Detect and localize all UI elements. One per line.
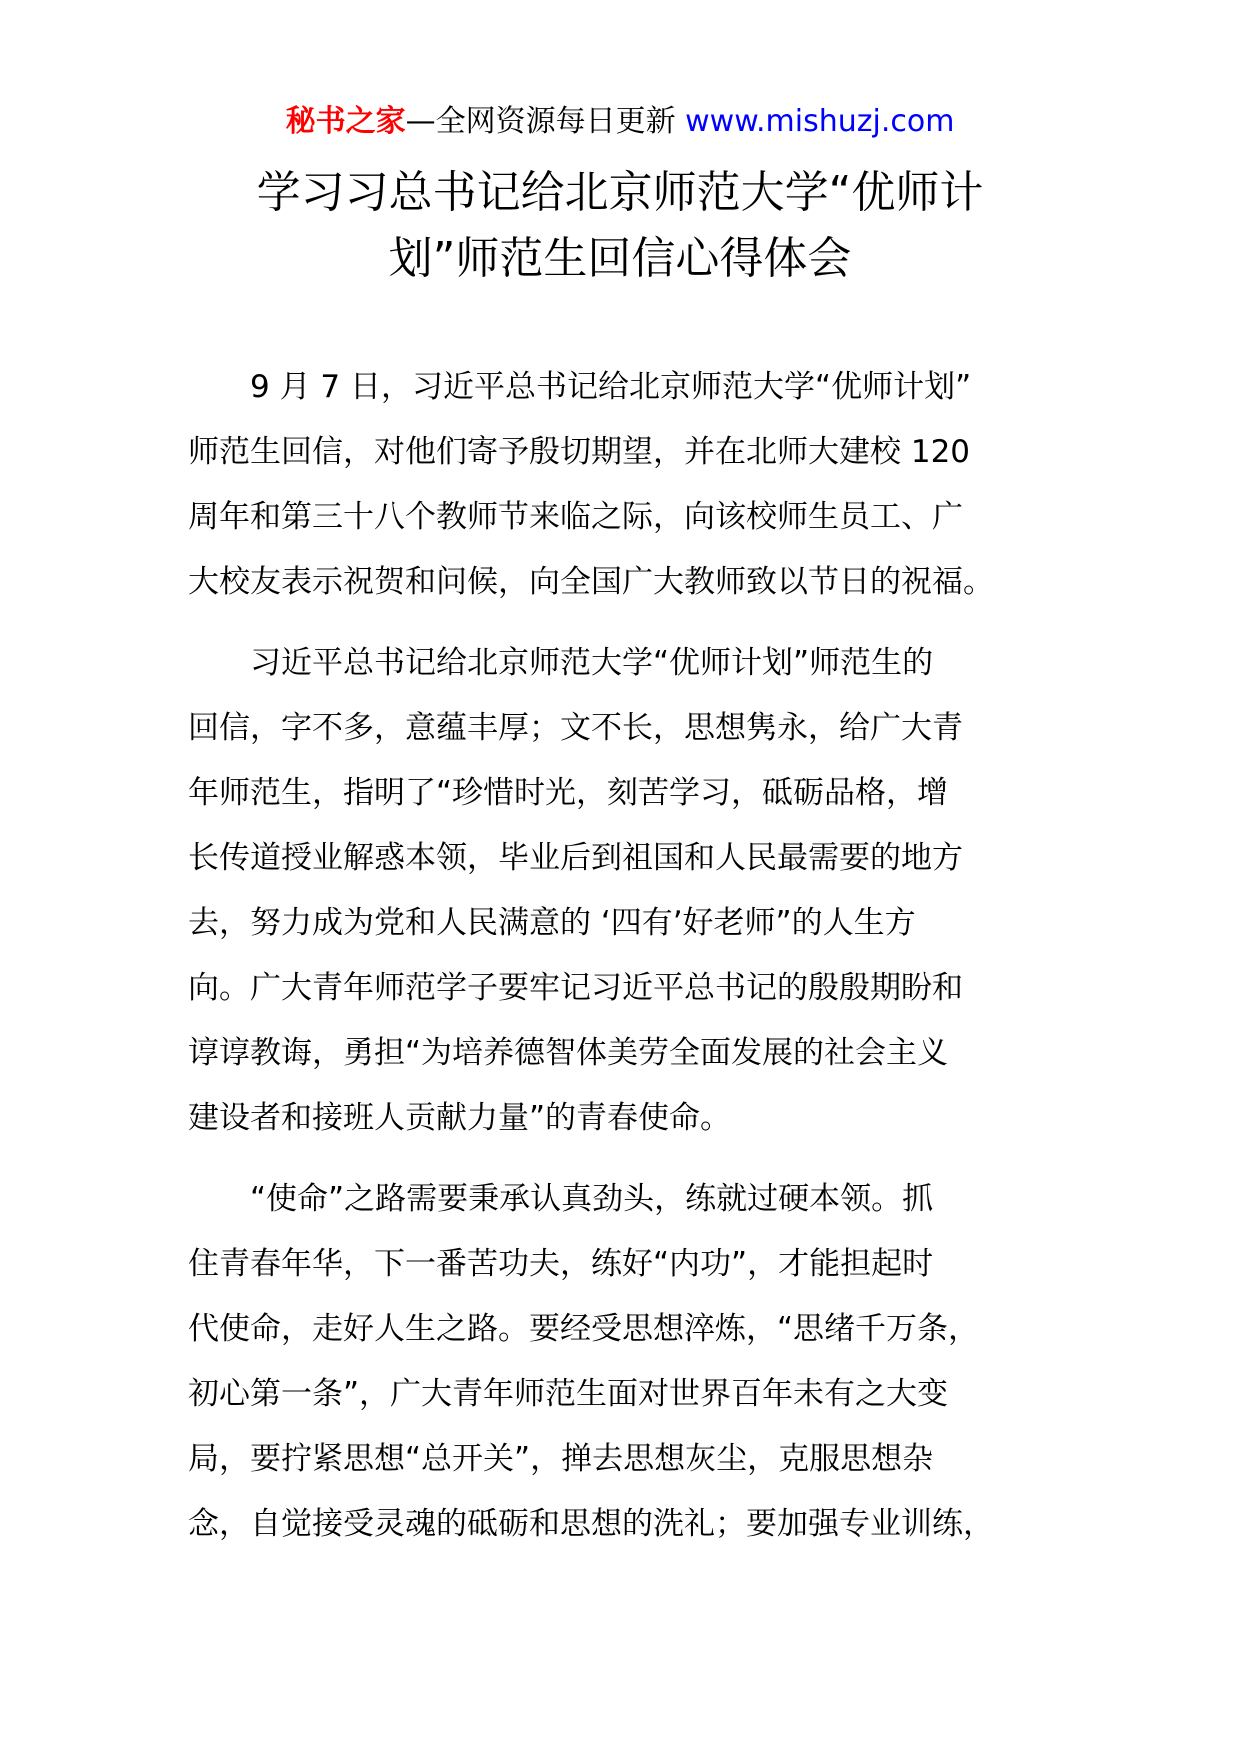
paragraph-line: 初心第一条”，广大青年师范生面对世界百年未有之大变 <box>188 1376 949 1412</box>
paragraph-line: 去，努力成为党和人民满意的 ‘四有’好老师”的人生方 <box>188 905 916 941</box>
title-line-1: 学习习总书记给北京师范大学“优师计 <box>256 167 984 218</box>
paragraph-line: 向。广大青年师范学子要牢记习近平总书记的殷殷期盼和 <box>188 970 963 1006</box>
header-tagline: —全网资源每日更新 <box>405 104 686 139</box>
paragraph-line: 念，自觉接受灵魂的砥砺和思想的洗礼；要加强专业训练， <box>188 1506 994 1542</box>
document-body <box>188 355 1058 1573</box>
paragraph-line: 住青春年华，下一番苦功夫，练好“内功”，才能担起时 <box>188 1246 934 1282</box>
paragraph <box>188 631 1058 1151</box>
brand-name: 秘书之家 <box>285 104 406 139</box>
paragraph-line: 大校友表示祝贺和问候，向全国广大教师致以节日的祝福。 <box>188 564 994 600</box>
site-header <box>0 102 1240 142</box>
title-line-2: 划”师范生回信心得体会 <box>388 233 852 284</box>
paragraph-line: 长传道授业解惑本领，毕业后到祖国和人民最需要的地方 <box>188 840 963 876</box>
paragraph-line: 代使命，走好人生之路。要经受思想淬炼，“思绪千万条， <box>188 1311 980 1347</box>
paragraph-line: 习近平总书记给北京师范大学“优师计划”师范生的 <box>188 645 934 681</box>
document-title <box>150 160 1090 292</box>
paragraph-line: 师范生回信，对他们寄予殷切期望，并在北师大建校 120 <box>188 434 971 470</box>
paragraph-line: 局，要拧紧思想“总开关”，掸去思想灰尘，克服思想杂 <box>188 1441 934 1477</box>
paragraph-line: “使命”之路需要秉承认真劲头，练就过硬本领。抓 <box>188 1181 934 1217</box>
site-url: www.mishuzj.com <box>685 104 955 139</box>
paragraph-line: 谆谆教诲，勇担“为培养德智体美劳全面发展的社会主义 <box>188 1035 949 1071</box>
paragraph-line: 年师范生，指明了“珍惜时光，刻苦学习，砥砺品格，增 <box>188 775 949 811</box>
paragraph <box>188 355 1058 615</box>
paragraph-line: 9 月 7 日，习近平总书记给北京师范大学“优师计划” <box>188 369 972 405</box>
paragraph-line: 周年和第三十八个教师节来临之际，向该校师生员工、广 <box>188 499 963 535</box>
paragraph <box>188 1167 1058 1557</box>
paragraph-line: 回信，字不多，意蕴丰厚；文不长，思想隽永，给广大青 <box>188 710 963 746</box>
paragraph-line: 建设者和接班人贡献力量”的青春使命。 <box>188 1100 732 1136</box>
